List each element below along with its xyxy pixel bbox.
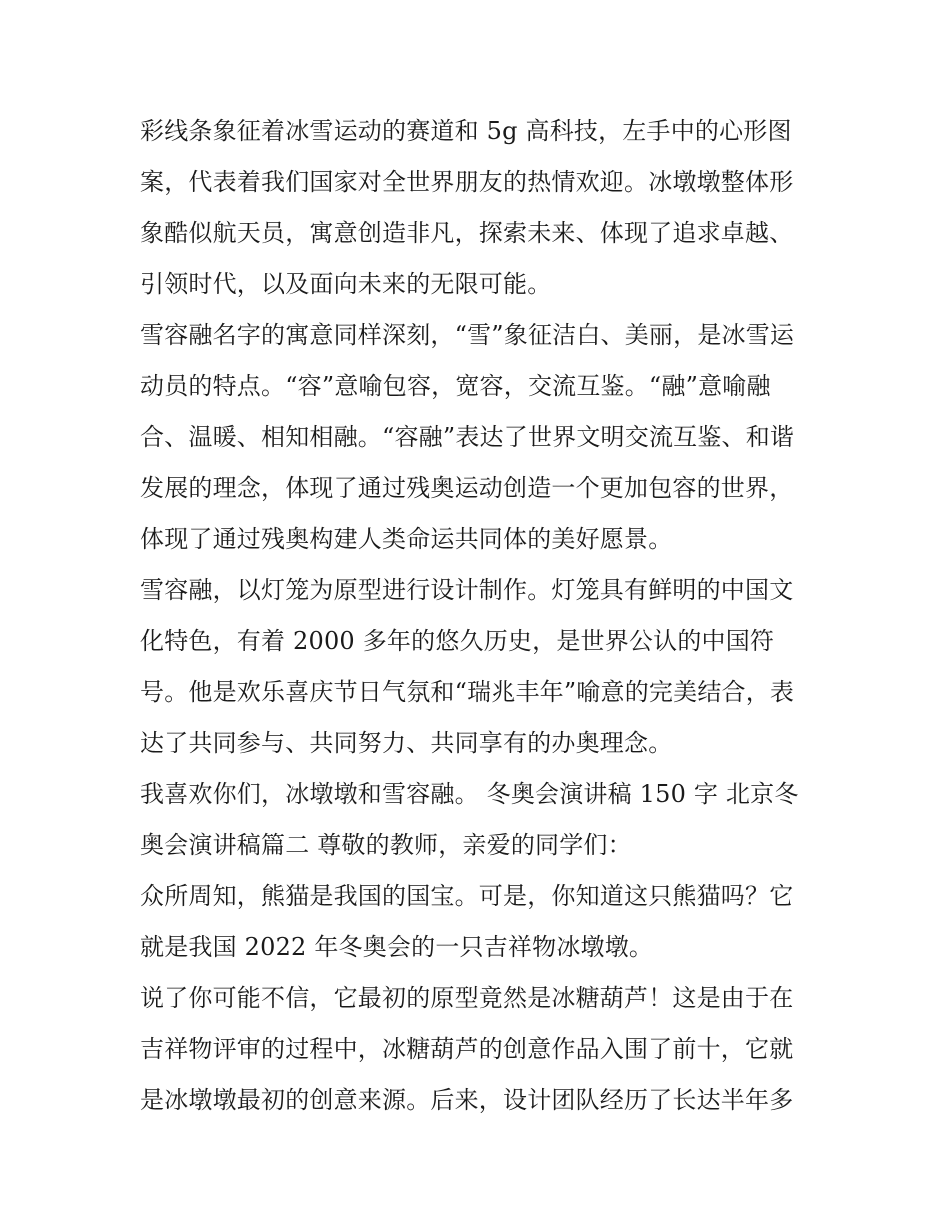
text-line: 众所周知，熊猫是我国的国宝。可是，你知道这只熊猫吗？它	[140, 882, 794, 910]
text-line: 化特色，有着 2000 多年的悠久历史，是世界公认的中国符	[140, 627, 775, 655]
text-line: 彩线条象征着冰雪运动的赛道和 5g 高科技，左手中的心形图	[140, 117, 792, 145]
text-line: 发展的理念，体现了通过残奥运动创造一个更加包容的世界，	[140, 474, 794, 502]
text-line: 达了共同参与、共同努力、共同享有的办奥理念。	[140, 729, 673, 757]
text-line: 案，代表着我们国家对全世界朋友的热情欢迎。冰墩墩整体形	[140, 168, 794, 196]
text-line: 是冰墩墩最初的创意来源。后来，设计团队经历了长达半年多	[140, 1086, 794, 1114]
text-line: 雪容融名字的寓意同样深刻，“雪”象征洁白、美丽，是冰雪运	[140, 321, 795, 349]
text-line: 动员的特点。“容”意喻包容，宽容，交流互鉴。“融”意喻融	[140, 372, 771, 400]
text-line: 就是我国 2022 年冬奥会的一只吉祥物冰墩墩。	[140, 933, 654, 961]
text-line: 体现了通过残奥构建人类命运共同体的美好愿景。	[140, 525, 673, 553]
text-line: 合、温暖、相知相融。“容融”表达了世界文明交流互鉴、和谐	[140, 423, 795, 451]
text-line: 雪容融，以灯笼为原型进行设计制作。灯笼具有鲜明的中国文	[140, 576, 794, 604]
text-line: 吉祥物评审的过程中，冰糖葫芦的创意作品入围了前十，它就	[140, 1035, 794, 1063]
text-line: 象酷似航天员，寓意创造非凡，探索未来、体现了追求卓越、	[140, 219, 794, 247]
text-line: 奥会演讲稿篇二 尊敬的教师，亲爱的同学们：	[140, 831, 632, 859]
text-line: 我喜欢你们，冰墩墩和雪容融。 冬奥会演讲稿 150 字 北京冬	[140, 780, 799, 808]
text-line: 说了你可能不信，它最初的原型竟然是冰糖葫芦！这是由于在	[140, 984, 794, 1012]
text-line: 号。他是欢乐喜庆节日气氛和“瑞兆丰年”喻意的完美结合，表	[140, 678, 795, 706]
body-text	[140, 106, 820, 1126]
text-line: 引领时代，以及面向未来的无限可能。	[140, 270, 552, 298]
